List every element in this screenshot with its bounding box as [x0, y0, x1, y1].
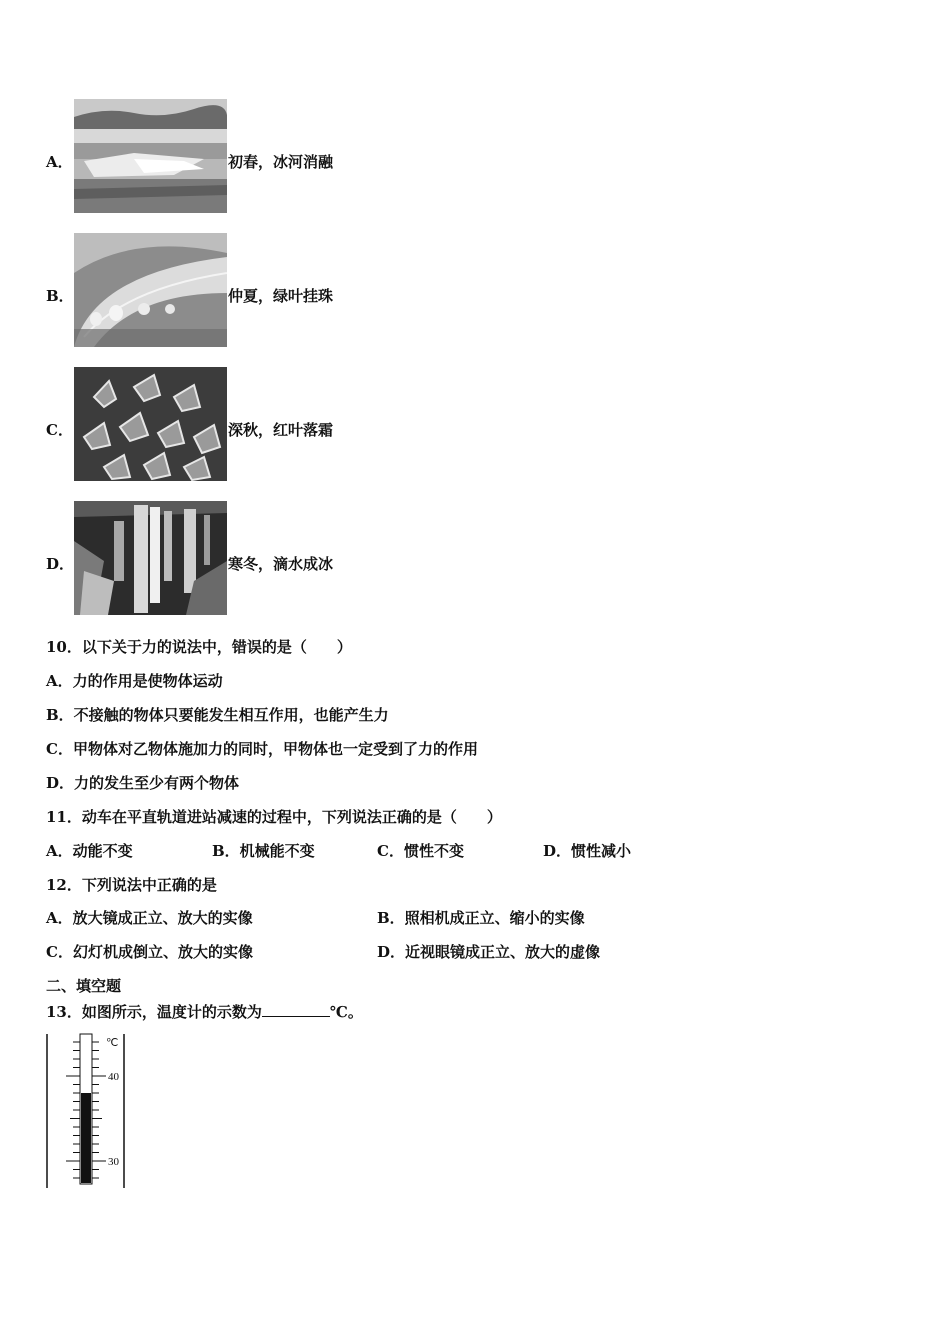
q10-stem: 10．以下关于力的说法中，错误的是（ ）: [46, 638, 352, 656]
label-40: 40: [108, 1071, 119, 1083]
thermometer-diagram: [44, 1030, 134, 1190]
q11-option-c: C．惯性不变: [377, 842, 464, 860]
option-b-caption: 仲夏，绿叶挂珠: [228, 287, 334, 305]
q11-stem: 11．动车在平直轨道进站减速的过程中，下列说法正确的是（ ）: [46, 808, 502, 826]
q11-option-a: A．动能不变: [46, 842, 133, 860]
q12-option-d: D．近视眼镜成正立、放大的虚像: [377, 943, 601, 961]
q12-stem: 12．下列说法中正确的是: [46, 876, 217, 894]
label-30: 30: [108, 1156, 119, 1168]
answer-blank[interactable]: [262, 1001, 330, 1017]
q12-option-c: C．幻灯机成倒立、放大的实像: [46, 943, 253, 961]
q10-option-d: D．力的发生至少有两个物体: [46, 774, 240, 792]
option-b-letter: B．: [46, 287, 74, 305]
q12-option-b: B．照相机成正立、缩小的实像: [377, 909, 585, 927]
option-a-letter: A．: [46, 153, 73, 171]
frost-leaves-photo: [74, 367, 227, 481]
q13-stem-before: 13．如图所示，温度计的示数为: [46, 1003, 262, 1021]
option-d-letter: D．: [46, 555, 75, 573]
q10-option-c: C．甲物体对乙物体施加力的同时，甲物体也一定受到了力的作用: [46, 740, 478, 758]
option-c-caption: 深秋，红叶落霜: [228, 421, 334, 439]
q13-stem-after: ℃。: [329, 1003, 363, 1021]
dew-leaf-photo: [74, 233, 227, 347]
q10-option-a: A．力的作用是使物体运动: [46, 672, 223, 690]
liquid-column: [81, 1093, 91, 1183]
icicles-photo: [74, 501, 227, 615]
option-a-caption: 初春，冰河消融: [228, 153, 334, 171]
q10-option-b: B．不接触的物体只要能发生相互作用，也能产生力: [46, 706, 389, 724]
q13-stem: [46, 1001, 363, 1022]
option-d-caption: 寒冬，滴水成冰: [228, 555, 334, 573]
section-title: 二、填空题: [46, 977, 122, 995]
q11-option-d: D．惯性减小: [543, 842, 632, 860]
ice-river-photo: [74, 99, 227, 213]
q12-option-a: A．放大镜成正立、放大的实像: [46, 909, 253, 927]
q11-option-b: B．机械能不变: [212, 842, 315, 860]
unit-label: ℃: [106, 1037, 119, 1049]
option-c-letter: C．: [46, 421, 73, 439]
